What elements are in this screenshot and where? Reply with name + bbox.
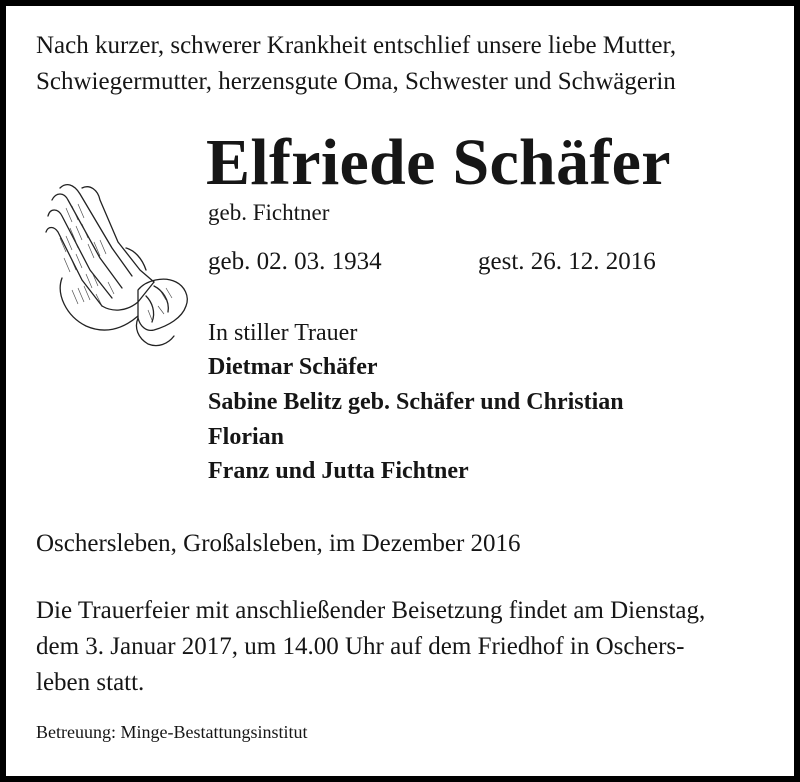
praying-hands-icon bbox=[42, 178, 192, 350]
mourner-3: Florian bbox=[208, 424, 284, 450]
intro-line-2: Schwiegermutter, herzensgute Oma, Schwester und Schwägerin bbox=[36, 68, 676, 95]
undertaker-credit: Betreuung: Minge-Bestattungsinstitut bbox=[36, 722, 308, 742]
death-date: gest. 26. 12. 2016 bbox=[478, 248, 656, 275]
funeral-line-1: Die Trauerfeier mit anschließender Beisetzung findet am Dienstag, bbox=[36, 597, 706, 624]
mourner-4: Franz und Jutta Fichtner bbox=[208, 458, 469, 484]
birth-name: geb. Fichtner bbox=[208, 200, 330, 225]
funeral-line-2: dem 3. Januar 2017, um 14.00 Uhr auf dem Friedhof in Oschers- bbox=[36, 633, 685, 660]
deceased-name: Elfriede Schäfer bbox=[206, 126, 671, 199]
place-and-date: Oschersleben, Großalsleben, im Dezember 2016 bbox=[36, 530, 521, 557]
mourner-1: Dietmar Schäfer bbox=[208, 354, 378, 380]
intro-line-1: Nach kurzer, schwerer Krankheit entschlief unsere liebe Mutter, bbox=[36, 32, 677, 59]
funeral-line-3: leben statt. bbox=[36, 669, 145, 696]
mourner-2: Sabine Belitz geb. Schäfer und Christian bbox=[208, 389, 624, 415]
birth-date: geb. 02. 03. 1934 bbox=[208, 248, 382, 275]
mourning-heading: In stiller Trauer bbox=[208, 320, 358, 346]
